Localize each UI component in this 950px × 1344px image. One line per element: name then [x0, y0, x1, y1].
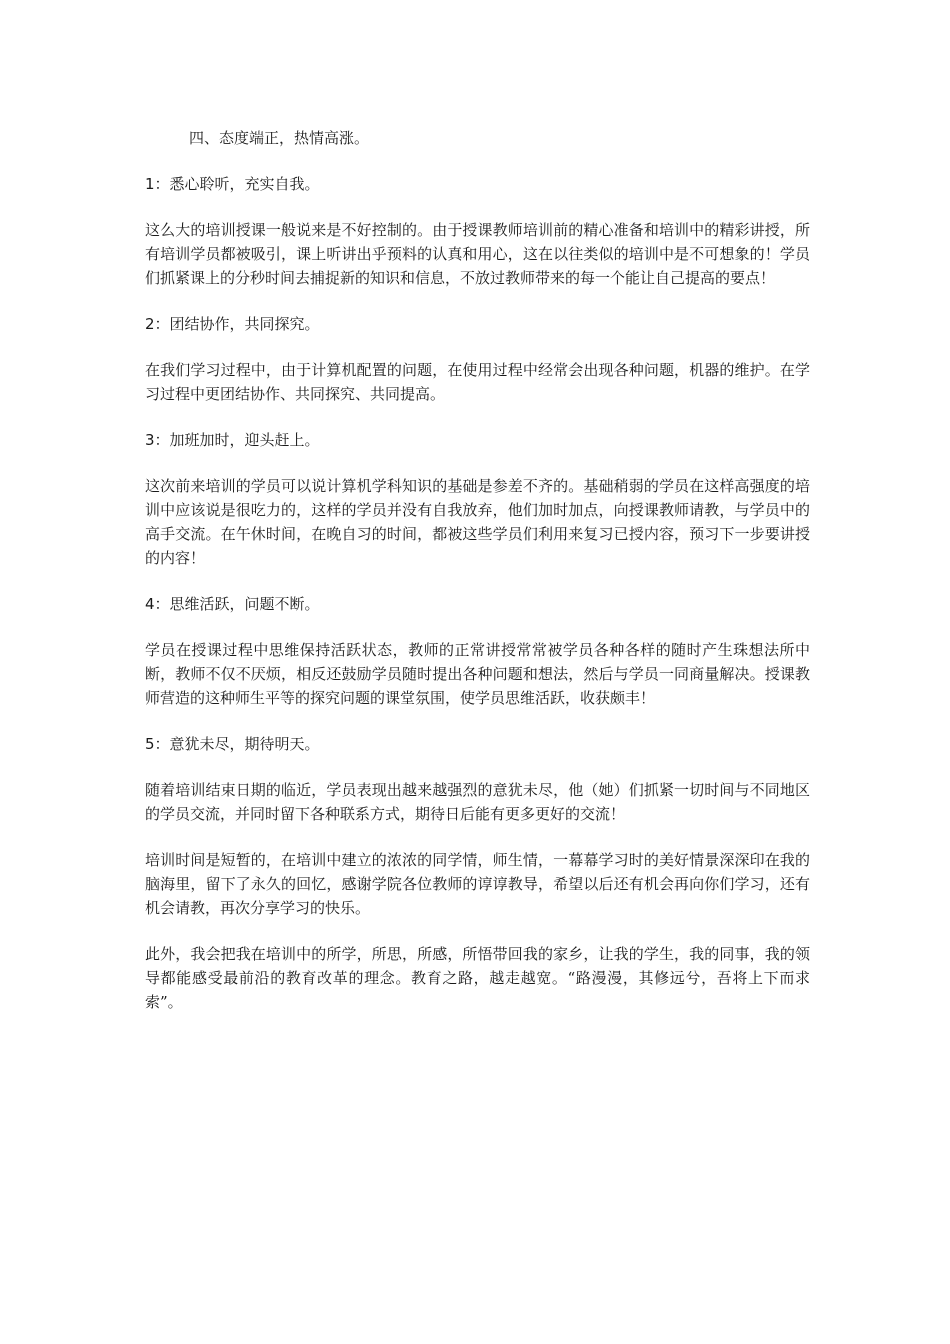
paragraph-4: 学员在授课过程中思维保持活跃状态，教师的正常讲授常常被学员各种各样的随时产生珠想法所中断，教师不仅不厌烦，相反还鼓励学员随时提出各种问题和想法，然后与学员一同商量解决。授课教师营造的这种师生平等的探究问题的课堂氛围，使学员思维活跃，收获颇丰！ — [145, 641, 810, 707]
paragraph-1: 这么大的培训授课一般说来是不好控制的。由于授课教师培训前的精心准备和培训中的精彩讲授，所有培训学员都被吸引，课上听讲出乎预料的认真和用心，这在以往类似的培训中是不可想象的！学员们抓紧课上的分秒时间去捕捉新的知识和信息，不放过教师带来的每一个能让自己提高的要点！ — [145, 221, 810, 287]
subheading-text: ：思维活跃，问题不断。 — [154, 595, 320, 613]
subheading-number: 4 — [145, 595, 155, 613]
subheading-text: ：团结协作，共同探究。 — [154, 315, 320, 333]
closing-paragraph-1: 培训时间是短暂的，在培训中建立的浓浓的同学情，师生情，一幕幕学习时的美好情景深深印在我的脑海里，留下了永久的回忆，感谢学院各位教师的谆谆教导，希望以后还有机会再向你们学习，还有机会请教，再次分享学习的快乐。 — [145, 851, 810, 917]
subheading-text: ：加班加时，迎头赶上。 — [154, 431, 320, 449]
subheading-3 — [145, 428, 810, 452]
subheading-5 — [145, 732, 810, 756]
paragraph-5: 随着培训结束日期的临近，学员表现出越来越强烈的意犹未尽，他（她）们抓紧一切时间与不同地区的学员交流，并同时留下各种联系方式，期待日后能有更多更好的交流！ — [145, 781, 810, 823]
subheading-number: 1 — [145, 175, 155, 193]
subheading-1 — [145, 172, 810, 196]
subheading-number: 5 — [145, 735, 155, 753]
paragraph-2: 在我们学习过程中，由于计算机配置的问题，在使用过程中经常会出现各种问题，机器的维护。在学习过程中更团结协作、共同探究、共同提高。 — [145, 361, 810, 403]
subheading-number: 3 — [145, 431, 155, 449]
subheading-text: ：意犹未尽，期待明天。 — [154, 735, 320, 753]
document-body — [145, 126, 810, 1036]
subheading-text: ：悉心聆听，充实自我。 — [154, 175, 320, 193]
subheading-number: 2 — [145, 315, 155, 333]
subheading-4 — [145, 592, 810, 616]
section-title: 四、态度端正，热情高涨。 — [189, 129, 370, 147]
paragraph-3: 这次前来培训的学员可以说计算机学科知识的基础是参差不齐的。基础稍弱的学员在这样高强度的培训中应该说是很吃力的，这样的学员并没有自我放弃，他们加时加点，向授课教师请教，与学员中的高手交流。在午休时间，在晚自习的时间，都被这些学员们利用来复习已授内容，预习下一步要讲授的内容！ — [145, 477, 810, 567]
closing-paragraph-2: 此外，我会把我在培训中的所学，所思，所感，所悟带回我的家乡，让我的学生，我的同事，我的领导都能感受最前沿的教育改革的理念。教育之路，越走越宽。“路漫漫，其修远兮，吾将上下而求索”。 — [145, 945, 810, 1011]
subheading-2 — [145, 312, 810, 336]
